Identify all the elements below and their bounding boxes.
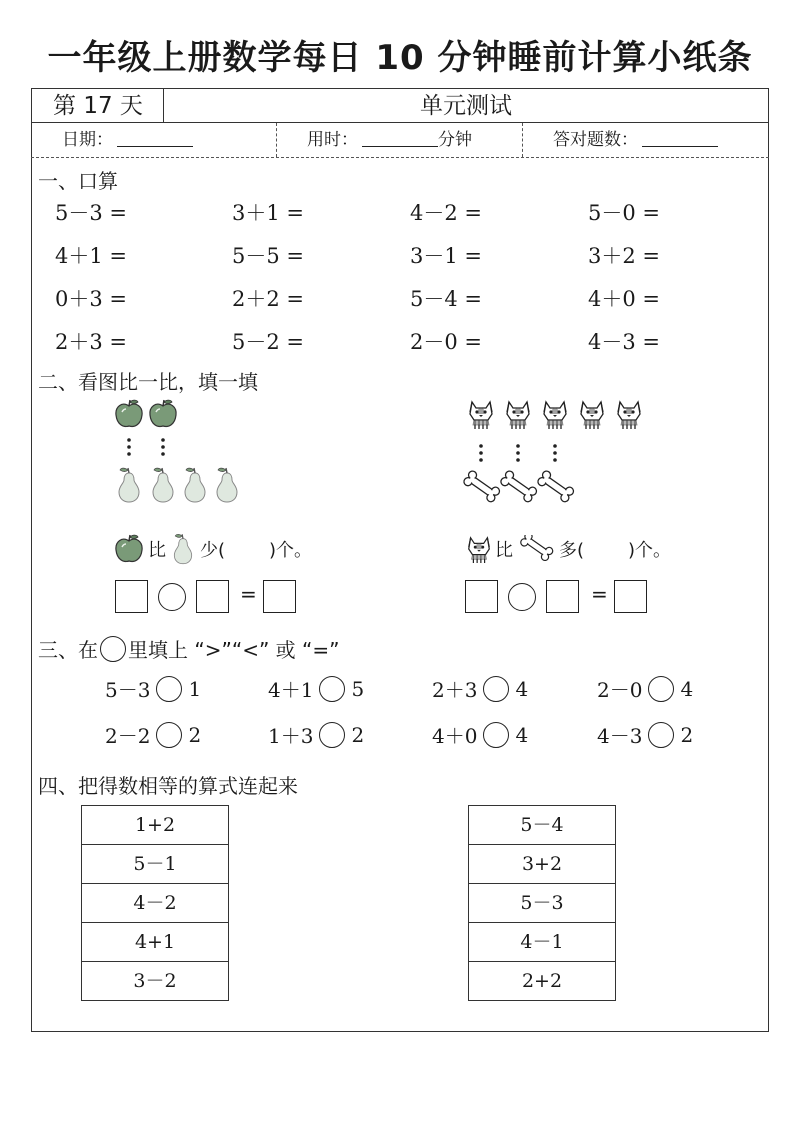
info-divider <box>31 157 769 158</box>
pear-icon <box>185 468 205 502</box>
pear-icon <box>217 468 237 502</box>
apple-pear-picture <box>112 396 262 516</box>
compare-left: 2－0 <box>597 678 643 702</box>
dog-icon <box>581 402 603 429</box>
oral-calc-item[interactable]: 4－3 = <box>588 330 660 354</box>
correct-field <box>553 123 718 157</box>
answer-box[interactable] <box>263 580 296 613</box>
operator-circle[interactable] <box>508 583 536 611</box>
compare-circle[interactable] <box>156 676 182 702</box>
bone-icon <box>499 470 538 504</box>
compare-right: 2 <box>188 722 202 747</box>
compare-circle[interactable] <box>648 676 674 702</box>
compare-circle[interactable] <box>319 722 345 748</box>
sentence-word: )个。 <box>269 540 313 561</box>
oral-calc-item[interactable]: 3＋1 = <box>232 201 304 225</box>
compare-circle[interactable] <box>319 676 345 702</box>
expression-cell[interactable]: 1+2 <box>134 814 176 836</box>
expression-cell[interactable]: 5－4 <box>520 814 564 836</box>
compare-item <box>597 674 693 703</box>
compare-circle[interactable] <box>483 722 509 748</box>
oral-calc-item[interactable]: 3＋2 = <box>588 244 660 268</box>
pear-icon <box>170 531 196 567</box>
compare-left: 4＋0 <box>432 724 478 748</box>
expression-cell[interactable]: 5－3 <box>469 883 615 922</box>
circle-icon <box>100 636 126 662</box>
compare-right: 2 <box>680 722 694 747</box>
expression-cell[interactable]: 5－1 <box>82 844 228 883</box>
expression-cell[interactable]: 4－1 <box>469 922 615 961</box>
operator-circle[interactable] <box>158 583 186 611</box>
left-expression-table <box>81 805 229 1001</box>
dog-icon <box>618 402 640 429</box>
page-title: 一年级上册数学每日 10 分钟睡前计算小纸条 <box>47 38 753 78</box>
expression-cell[interactable]: 4－2 <box>82 883 228 922</box>
sentence-word: 多( <box>559 540 585 561</box>
dots-icon <box>127 438 165 456</box>
answer-box[interactable] <box>546 580 579 613</box>
date-field <box>62 123 193 157</box>
dog-icon <box>507 402 529 429</box>
info-sep-1 <box>276 123 277 157</box>
apple-icon <box>116 400 142 427</box>
section3-title <box>38 634 340 663</box>
compare-circle[interactable] <box>483 676 509 702</box>
section4-title: 四、把得数相等的算式连起来 <box>38 774 298 798</box>
compare-item <box>105 720 201 749</box>
oral-calc-item[interactable]: 5－4 = <box>410 287 482 311</box>
compare-left: 1＋3 <box>268 724 314 748</box>
oral-calc-item[interactable]: 2－0 = <box>410 330 482 354</box>
compare-right: 5 <box>351 676 365 701</box>
bone-icon <box>462 470 501 504</box>
oral-calc-item[interactable]: 4＋0 = <box>588 287 660 311</box>
compare-item <box>597 720 693 749</box>
time-field <box>307 123 472 157</box>
apple-pear-sentence <box>114 530 312 568</box>
oral-calc-item[interactable]: 5－2 = <box>232 330 304 354</box>
dog-icon <box>465 533 493 565</box>
correct-blank[interactable] <box>642 126 718 147</box>
sentence-word: 少( <box>200 540 226 561</box>
compare-left: 2＋3 <box>432 678 478 702</box>
pear-icon <box>153 468 173 502</box>
section3-title-post: 里填上 “>”“<” 或 “=” <box>128 638 340 662</box>
oral-calc-item[interactable]: 5－0 = <box>588 201 660 225</box>
answer-box[interactable] <box>115 580 148 613</box>
compare-left: 4＋1 <box>268 678 314 702</box>
dog-bone-sentence <box>465 530 671 568</box>
answer-box[interactable] <box>614 580 647 613</box>
compare-right: 4 <box>680 676 694 701</box>
compare-right: 1 <box>188 676 202 701</box>
compare-circle[interactable] <box>648 722 674 748</box>
time-unit: 分钟 <box>438 130 472 150</box>
sentence-word: )个。 <box>628 540 672 561</box>
sentence-word: 比 <box>148 540 166 561</box>
bone-icon <box>536 470 575 504</box>
compare-left: 5－3 <box>105 678 151 702</box>
time-label: 用时： <box>307 130 358 150</box>
correct-label: 答对题数： <box>553 130 638 150</box>
compare-item <box>432 720 528 749</box>
compare-left: 2－2 <box>105 724 151 748</box>
compare-item <box>432 674 528 703</box>
oral-calc-item[interactable]: 5－5 = <box>232 244 304 268</box>
expression-cell[interactable]: 4+1 <box>82 922 228 961</box>
compare-circle[interactable] <box>156 722 182 748</box>
compare-right: 4 <box>515 676 529 701</box>
pear-icon <box>119 468 139 502</box>
expression-cell[interactable]: 2+2 <box>469 961 615 1000</box>
dog-icon <box>470 402 492 429</box>
compare-item <box>105 674 201 703</box>
apple-icon <box>114 533 144 565</box>
equals-sign: = <box>240 582 257 606</box>
compare-right: 2 <box>351 722 365 747</box>
section3-title-pre: 三、在 <box>38 638 98 662</box>
bone-icon <box>519 535 555 563</box>
section2-title: 二、看图比一比，填一填 <box>38 370 258 394</box>
section1-title: 一、口算 <box>38 169 118 193</box>
right-expression-table <box>468 805 616 1001</box>
dog-bone-picture <box>462 398 662 508</box>
date-blank[interactable] <box>117 126 193 147</box>
dots-icon <box>479 444 557 462</box>
oral-calc-item[interactable]: 4－2 = <box>410 201 482 225</box>
dog-icon <box>544 402 566 429</box>
compare-left: 4－3 <box>597 724 643 748</box>
unit-title: 单元测试 <box>420 93 512 119</box>
oral-calc-item[interactable]: 4＋1 = <box>55 244 127 268</box>
oral-calc-item[interactable]: 3－1 = <box>410 244 482 268</box>
time-blank[interactable] <box>362 126 438 147</box>
compare-item <box>268 674 364 703</box>
apple-icon <box>150 400 176 427</box>
date-label: 日期： <box>62 130 113 150</box>
info-sep-2 <box>522 123 523 157</box>
answer-box[interactable] <box>196 580 229 613</box>
oral-calc-item[interactable]: 2＋3 = <box>55 330 127 354</box>
oral-calc-item[interactable]: 2＋2 = <box>232 287 304 311</box>
expression-cell[interactable]: 3－2 <box>82 961 228 1000</box>
sentence-word: 比 <box>495 540 513 561</box>
compare-item <box>268 720 364 749</box>
answer-box[interactable] <box>465 580 498 613</box>
compare-right: 4 <box>515 722 529 747</box>
oral-calc-item[interactable]: 5－3 = <box>55 201 127 225</box>
oral-calc-item[interactable]: 0＋3 = <box>55 287 127 311</box>
expression-cell[interactable]: 3+2 <box>469 844 615 883</box>
equals-sign: = <box>591 582 608 606</box>
day-label: 第 17 天 <box>53 93 143 119</box>
